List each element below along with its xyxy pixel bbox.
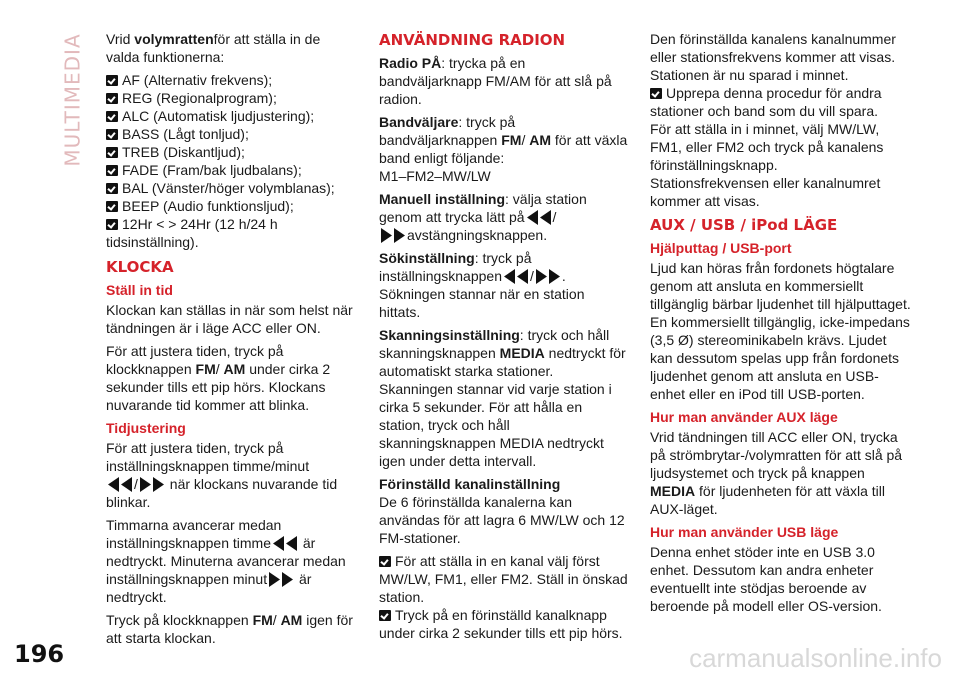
paragraph: De 6 förinställda kanalerna kan användas för att lagra 6 MW/LW och 12 FM-stationer. [379,494,625,546]
page-number: 196 [14,640,65,668]
list-item: 12Hr < > 24Hr (12 h/24 h tidsinställning). [106,216,278,250]
paragraph: Tryck på klockknappen FM/ AM igen för att starta klockan. [106,612,353,646]
list-item: Tryck på en förinställd kanalknapp under cirka 2 sekunder tills ett pip hörs. [379,607,623,641]
fast-forward-icon [139,477,165,492]
checkbox-bullet-icon [106,165,118,176]
paragraph: Den förinställda kanalens kanalnummer eller stationsfrekvens kommer att visas. Stationen är nu sparad i minnet. [650,31,896,83]
checkbox-bullet-icon [106,75,118,86]
function-list [106,71,356,251]
checkbox-bullet-icon [106,129,118,140]
checkbox-bullet-icon [650,88,662,99]
column-3 [650,30,912,620]
checkbox-bullet-icon [379,610,391,621]
anvandning-radion-heading: ANVÄNDNING RADION [379,31,566,49]
paragraph: Vrid tändningen till ACC eller ON, trycka på strömbrytar-/volymratten för att slå på ljudsystemet och tryck på knappen MEDIA för ljudenheten för att växla till AUX-läget. [650,429,903,517]
list-item: AF (Alternativ frekvens); [106,71,356,89]
list-item: FADE (Fram/bak ljudbalans); [106,161,356,179]
fast-forward-icon [268,572,294,587]
list-item: TREB (Diskantljud); [106,143,356,161]
paragraph: Ljud kan höras från fordonets högtalare genom att ansluta en kommersiellt tillgänglig bärbar ljudenhet till hjälputtaget. En kommersiellt tillgänglig, icke-impedans (3,5 Ø) stereominikabeln krävs. Ljudet kan dessutom spelas upp från fordonets ljudenhet genom att ansluta en USB-enhet eller en iPod till USB-porten. [650,260,911,402]
list-item: ALC (Automatisk ljudjustering); [106,107,356,125]
paragraph: Radio PÅ: trycka på en bandväljarknapp FM/AM för att slå på radion. [379,55,612,107]
paragraph: Bandväljare: tryck på bandväljarknappen FM/ AM för att växla band enligt följande: M1–FM2–MW/LW [379,114,628,184]
list-item: REG (Regionalprogram); [106,89,356,107]
klocka-heading: KLOCKA [106,258,174,276]
list-item: BAL (Vänster/höger volymblanas); [106,179,356,197]
usb-mode-heading: Hur man använder USB läge [650,524,839,540]
column-2 [379,30,629,642]
hjalputtag-heading: Hjälputtag / USB-port [650,240,792,256]
paragraph: Manuell inställning: välja station genom att trycka lätt på / avstängningsknappen. [379,191,587,243]
paragraph: För att ställa in i minnet, välj MW/LW, FM1, eller FM2 och tryck på kanalens förinställningsknapp. [650,121,884,173]
checkbox-bullet-icon [379,556,391,567]
aux-mode-heading: Hur man använder AUX läge [650,409,838,425]
paragraph: Denna enhet stöder inte en USB 3.0 enhet. Dessutom kan andra enheter eventuellt inte stödjas beroende av beroende på modell eller OS-version. [650,544,882,614]
watermark: carmanualsonline.info [689,643,942,673]
list-item: BASS (Lågt tonljud); [106,125,356,143]
list-item: Upprepa denna procedur för andra stationer och band som du vill spara. [650,85,882,119]
aux-usb-ipod-heading: AUX / USB / iPod LÄGE [650,216,838,234]
checkbox-bullet-icon [106,93,118,104]
checkbox-bullet-icon [106,147,118,158]
rewind-icon [503,269,529,284]
forinstalld-heading: Förinställd kanalinställning [379,476,561,492]
list-item: BEEP (Audio funktionsljud); [106,197,356,215]
paragraph: För att justera tiden, tryck på inställningsknappen timme/minut / när klockans nuvarande tid blinkar. [106,440,338,510]
paragraph: Sökinställning: tryck på inställningsknappen / . Sökningen stannar när en station hittats. [379,250,585,320]
intro-paragraph: Vrid volymrattenför att ställa in de valda funktionerna: [106,31,321,65]
checkbox-bullet-icon [106,219,118,230]
checkbox-bullet-icon [106,183,118,194]
stall-in-tid-heading: Ställ in tid [106,282,173,298]
column-1 [106,30,356,652]
paragraph: Skanningsinställning: tryck och håll skanningsknappen MEDIA nedtryckt för automatiskt starka stationer. Skanningen stannar vid varje station i cirka 5 sekunder. För att hålla en station, tryck och håll skanningsknappen MEDIA nedtryckt igen under detta intervall. [379,327,626,469]
checkbox-bullet-icon [106,201,118,212]
section-side-label: MULTIMEDIA [61,33,85,167]
rewind-icon [526,210,552,225]
fast-forward-icon [380,228,406,243]
list-item: För att ställa in en kanal välj först MW/LW, FM1, eller FM2. Ställ in önskad station. [379,553,628,605]
tidjustering-heading: Tidjustering [106,420,186,436]
checkbox-bullet-icon [106,111,118,122]
paragraph: För att justera tiden, tryck på klockknappen FM/ AM under cirka 2 sekunder tills ett pip hörs. Klockans nuvarande tid kommer att blinka. [106,343,331,413]
paragraph: Stationsfrekvensen eller kanalnumret kommer att visas. [650,175,881,209]
fast-forward-icon [535,269,561,284]
paragraph: Klockan kan ställas in när som helst när tändningen är i läge ACC eller ON. [106,302,353,336]
rewind-icon [107,477,133,492]
rewind-icon [272,536,298,551]
paragraph: Timmarna avancerar medan inställningsknappen timme är nedtryckt. Minuterna avancerar medan inställningsknappen minut är nedtryckt. [106,517,346,605]
